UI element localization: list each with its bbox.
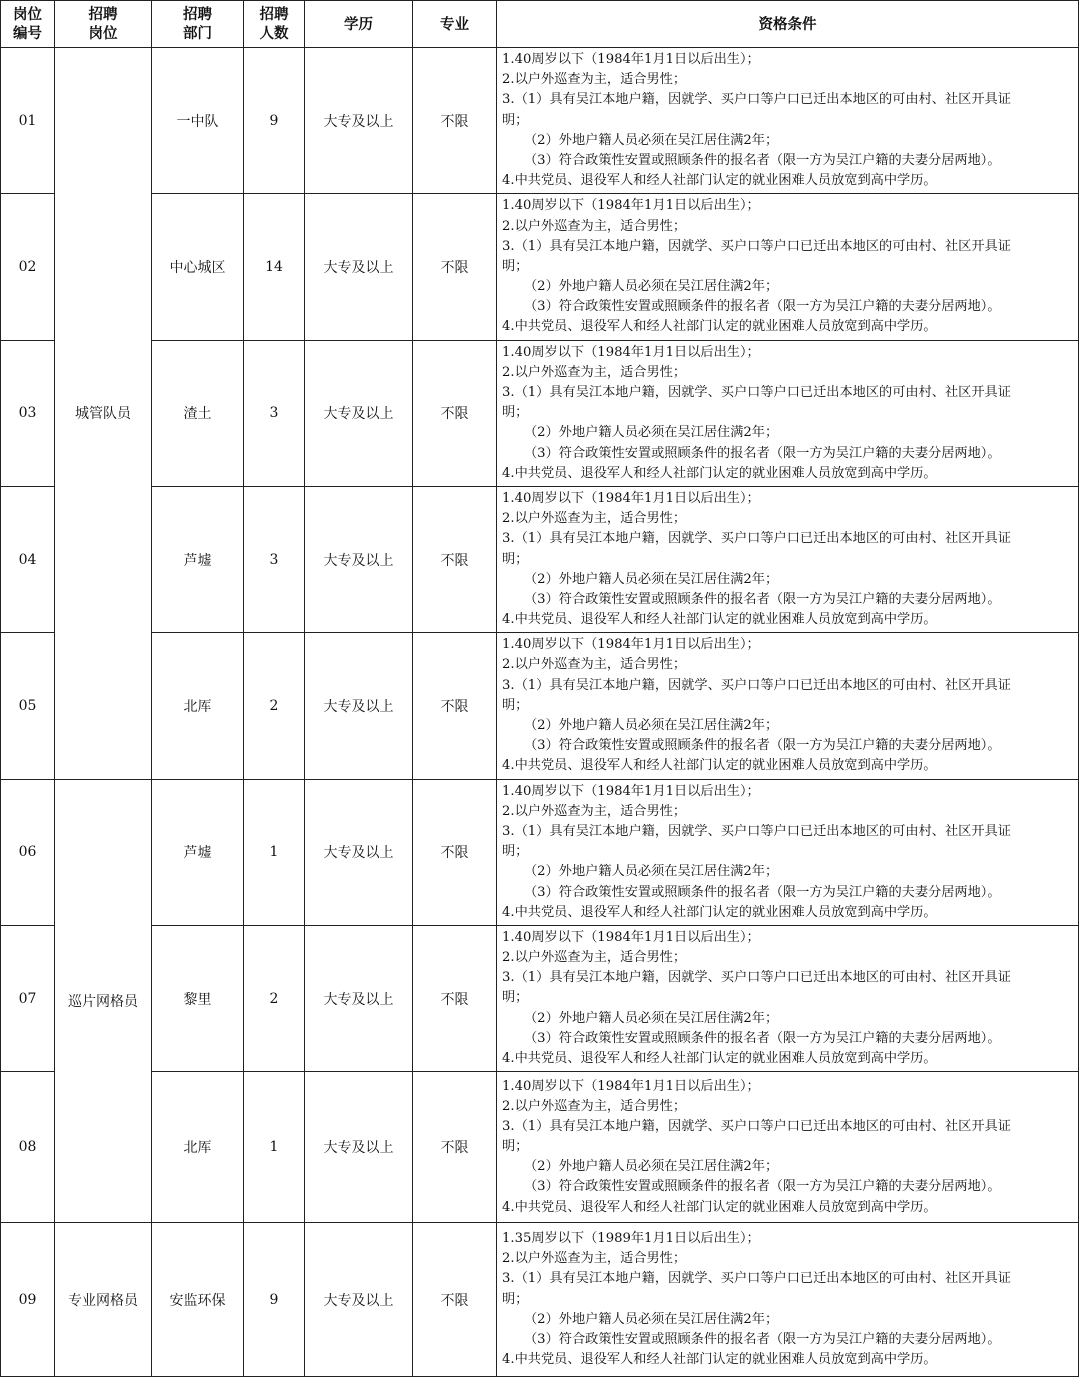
condition-line: （3）符合政策性安置或照顾条件的报名者（限一方为吴江户籍的夫妻分居两地）。 — [524, 591, 1001, 607]
education: 大专及以上 — [305, 340, 413, 486]
qualification-conditions — [497, 633, 1079, 779]
position-id: 02 — [1, 194, 55, 340]
condition-line: 2.以户外巡查为主，适合男性； — [502, 1098, 687, 1114]
condition-line: （2）外地户籍人员必须在吴江居住满2年； — [524, 864, 779, 880]
column-header-line: 招聘 — [183, 6, 212, 23]
condition-line: （3）符合政策性安置或照顾条件的报名者（限一方为吴江户籍的夫妻分居两地）。 — [524, 884, 1001, 900]
condition-line: 4.中共党员、退役军人和经人社部门认定的就业困难人员放宽到高中学历。 — [502, 1051, 937, 1066]
department: 安监环保 — [152, 1223, 244, 1377]
condition-line: 2.以户外巡查为主，适合男性； — [502, 803, 687, 819]
condition-line: 3.（1）具有吴江本地户籍，因就学、买户口等户口已迁出本地区的可由村、社区开具证 — [502, 823, 1011, 839]
department: 北厍 — [152, 633, 244, 779]
condition-line: 1.35周岁以下（1989年1月1日以后出生）； — [502, 1231, 760, 1247]
education: 大专及以上 — [305, 779, 413, 925]
column-header — [497, 1, 1079, 48]
condition-line: （2）外地户籍人员必须在吴江居住满2年； — [524, 132, 779, 148]
condition-line: 3.（1）具有吴江本地户籍，因就学、买户口等户口已迁出本地区的可由村、社区开具证 — [502, 677, 1011, 693]
education: 大专及以上 — [305, 194, 413, 340]
condition-line: 4.中共党员、退役军人和经人社部门认定的就业困难人员放宽到高中学历。 — [502, 758, 937, 774]
condition-line: （2）外地户籍人员必须在吴江居住满2年； — [524, 1159, 779, 1175]
headcount: 9 — [244, 48, 305, 194]
position-name: 专业网格员 — [55, 1223, 152, 1377]
condition-line: （3）符合政策性安置或照顾条件的报名者（限一方为吴江户籍的夫妻分居两地）。 — [524, 445, 1001, 461]
condition-line: 3.（1）具有吴江本地户籍，因就学、买户口等户口已迁出本地区的可由村、社区开具证 — [502, 385, 1011, 400]
qualification-conditions — [497, 486, 1079, 632]
condition-line: 2.以户外巡查为主，适合男性； — [502, 72, 687, 88]
condition-line: 2.以户外巡查为主，适合男性； — [502, 511, 687, 527]
position-name: 城管队员 — [55, 48, 152, 780]
qualification-conditions — [497, 194, 1079, 340]
column-header-line: 招聘 — [259, 6, 289, 23]
education: 大专及以上 — [305, 1223, 413, 1377]
condition-line: 1.40周岁以下（1984年1月1日以后出生）； — [502, 198, 760, 214]
column-header-line: 招聘 — [88, 6, 118, 23]
column-header — [244, 1, 305, 48]
headcount: 2 — [244, 633, 305, 779]
column-header-line: 部门 — [183, 25, 212, 42]
column-header — [413, 1, 497, 48]
qualification-conditions — [497, 925, 1079, 1071]
position-id: 01 — [1, 48, 55, 194]
position-id: 03 — [1, 340, 55, 486]
column-header-line: 岗位 — [88, 25, 118, 42]
condition-line: 明； — [502, 551, 529, 567]
table-row — [1, 633, 1079, 779]
condition-line: 3.（1）具有吴江本地户籍，因就学、买户口等户口已迁出本地区的可由村、社区开具证 — [502, 92, 1011, 108]
condition-line: 4.中共党员、退役军人和经人社部门认定的就业困难人员放宽到高中学历。 — [502, 319, 937, 335]
condition-line: （2）外地户籍人员必须在吴江居住满2年； — [524, 1311, 779, 1327]
condition-line: （2）外地户籍人员必须在吴江居住满2年； — [524, 425, 779, 441]
condition-line: 3.（1）具有吴江本地户籍，因就学、买户口等户口已迁出本地区的可由村、社区开具证 — [502, 1271, 1011, 1287]
condition-line: 明； — [502, 1291, 529, 1307]
department: 芦墟 — [152, 779, 244, 925]
headcount: 3 — [244, 486, 305, 632]
column-header — [1, 1, 55, 48]
condition-line: 明； — [502, 990, 529, 1006]
position-id: 07 — [1, 925, 55, 1071]
condition-line: 3.（1）具有吴江本地户籍，因就学、买户口等户口已迁出本地区的可由村、社区开具证 — [502, 970, 1011, 986]
condition-line: 4.中共党员、退役军人和经人社部门认定的就业困难人员放宽到高中学历。 — [502, 612, 937, 628]
qualification-conditions — [497, 340, 1079, 486]
column-header — [152, 1, 244, 48]
qualification-conditions — [497, 1223, 1079, 1377]
table-row — [1, 486, 1079, 632]
department: 芦墟 — [152, 486, 244, 632]
condition-line: 4.中共党员、退役军人和经人社部门认定的就业困难人员放宽到高中学历。 — [502, 904, 937, 920]
education: 大专及以上 — [305, 925, 413, 1071]
column-header-line: 学历 — [344, 15, 373, 33]
table-row — [1, 340, 1079, 486]
condition-line: 1.40周岁以下（1984年1月1日以后出生）； — [502, 52, 760, 67]
qualification-conditions — [497, 48, 1079, 194]
department: 黎里 — [152, 925, 244, 1071]
position-id: 06 — [1, 779, 55, 925]
position-id: 08 — [1, 1072, 55, 1223]
header-row — [1, 1, 1079, 48]
major: 不限 — [413, 48, 497, 194]
major: 不限 — [413, 486, 497, 632]
position-id: 04 — [1, 486, 55, 632]
condition-line: 2.以户外巡查为主，适合男性； — [502, 1251, 687, 1267]
condition-line: 明； — [502, 844, 529, 860]
condition-line: 明； — [502, 697, 529, 713]
qualification-conditions — [497, 779, 1079, 925]
department: 中心城区 — [152, 194, 244, 340]
condition-line: 4.中共党员、退役军人和经人社部门认定的就业困难人员放宽到高中学历。 — [502, 1352, 937, 1368]
qualification-conditions — [497, 1072, 1079, 1223]
condition-line: 明； — [502, 258, 529, 274]
condition-line: 1.40周岁以下（1984年1月1日以后出生）； — [502, 637, 760, 653]
education: 大专及以上 — [305, 1072, 413, 1223]
table-row — [1, 779, 1079, 925]
headcount: 14 — [244, 194, 305, 340]
column-header-line: 编号 — [13, 25, 42, 42]
major: 不限 — [413, 194, 497, 340]
condition-line: 2.以户外巡查为主，适合男性； — [502, 657, 687, 673]
condition-line: 1.40周岁以下（1984年1月1日以后出生）； — [502, 1078, 760, 1094]
condition-line: （3）符合政策性安置或照顾条件的报名者（限一方为吴江户籍的夫妻分居两地）。 — [524, 738, 1001, 754]
column-header-line: 资格条件 — [758, 15, 817, 33]
column-header — [55, 1, 152, 48]
column-header — [305, 1, 413, 48]
education: 大专及以上 — [305, 486, 413, 632]
education: 大专及以上 — [305, 48, 413, 194]
condition-line: 4.中共党员、退役军人和经人社部门认定的就业困难人员放宽到高中学历。 — [502, 465, 937, 481]
major: 不限 — [413, 925, 497, 1071]
condition-line: 2.以户外巡查为主，适合男性； — [502, 364, 687, 380]
condition-line: 2.以户外巡查为主，适合男性； — [502, 950, 687, 966]
condition-line: 4.中共党员、退役军人和经人社部门认定的就业困难人员放宽到高中学历。 — [502, 173, 937, 189]
table-row — [1, 925, 1079, 1071]
condition-line: 明； — [502, 405, 529, 421]
column-header-line: 专业 — [440, 15, 469, 33]
condition-line: （2）外地户籍人员必须在吴江居住满2年； — [524, 279, 779, 295]
condition-line: 明； — [502, 112, 529, 128]
headcount: 1 — [244, 1072, 305, 1223]
headcount: 2 — [244, 925, 305, 1071]
department: 一中队 — [152, 48, 244, 194]
condition-line: （3）符合政策性安置或照顾条件的报名者（限一方为吴江户籍的夫妻分居两地）。 — [524, 299, 1001, 315]
headcount: 9 — [244, 1223, 305, 1377]
condition-line: 4.中共党员、退役军人和经人社部门认定的就业困难人员放宽到高中学历。 — [502, 1199, 937, 1215]
department: 北厍 — [152, 1072, 244, 1223]
major: 不限 — [413, 340, 497, 486]
condition-line: 1.40周岁以下（1984年1月1日以后出生）； — [502, 929, 760, 945]
condition-line: 明； — [502, 1139, 529, 1155]
condition-line: 3.（1）具有吴江本地户籍，因就学、买户口等户口已迁出本地区的可由村、社区开具证 — [502, 531, 1011, 547]
table-row — [1, 1072, 1079, 1223]
position-id: 09 — [1, 1223, 55, 1377]
headcount: 3 — [244, 340, 305, 486]
major: 不限 — [413, 1223, 497, 1377]
major: 不限 — [413, 779, 497, 925]
condition-line: （3）符合政策性安置或照顾条件的报名者（限一方为吴江户籍的夫妻分居两地）。 — [524, 152, 1001, 168]
table-row — [1, 194, 1079, 340]
condition-line: 1.40周岁以下（1984年1月1日以后出生）； — [502, 490, 760, 506]
condition-line: （2）外地户籍人员必须在吴江居住满2年； — [524, 718, 779, 733]
column-header-line: 人数 — [259, 25, 289, 42]
condition-line: 2.以户外巡查为主，适合男性； — [502, 218, 687, 234]
department: 渣土 — [152, 340, 244, 486]
major: 不限 — [413, 1072, 497, 1223]
table-row — [1, 1223, 1079, 1377]
condition-line: 1.40周岁以下（1984年1月1日以后出生）； — [502, 344, 760, 360]
education: 大专及以上 — [305, 633, 413, 779]
headcount: 1 — [244, 779, 305, 925]
major: 不限 — [413, 633, 497, 779]
condition-line: （2）外地户籍人员必须在吴江居住满2年； — [524, 571, 779, 587]
condition-line: 1.40周岁以下（1984年1月1日以后出生）； — [502, 783, 760, 799]
table-row — [1, 48, 1079, 194]
condition-line: （3）符合政策性安置或照顾条件的报名者（限一方为吴江户籍的夫妻分居两地）。 — [524, 1179, 1001, 1195]
table-body — [1, 48, 1079, 1377]
position-id: 05 — [1, 633, 55, 779]
condition-line: （3）符合政策性安置或照顾条件的报名者（限一方为吴江户籍的夫妻分居两地）。 — [524, 1030, 1001, 1046]
condition-line: （3）符合政策性安置或照顾条件的报名者（限一方为吴江户籍的夫妻分居两地）。 — [524, 1331, 1001, 1347]
condition-line: （2）外地户籍人员必须在吴江居住满2年； — [524, 1010, 779, 1026]
position-name: 巡片网格员 — [55, 779, 152, 1223]
condition-line: 3.（1）具有吴江本地户籍，因就学、买户口等户口已迁出本地区的可由村、社区开具证 — [502, 1118, 1011, 1134]
condition-line: 3.（1）具有吴江本地户籍，因就学、买户口等户口已迁出本地区的可由村、社区开具证 — [502, 238, 1011, 254]
column-header-line: 岗位 — [13, 6, 42, 23]
